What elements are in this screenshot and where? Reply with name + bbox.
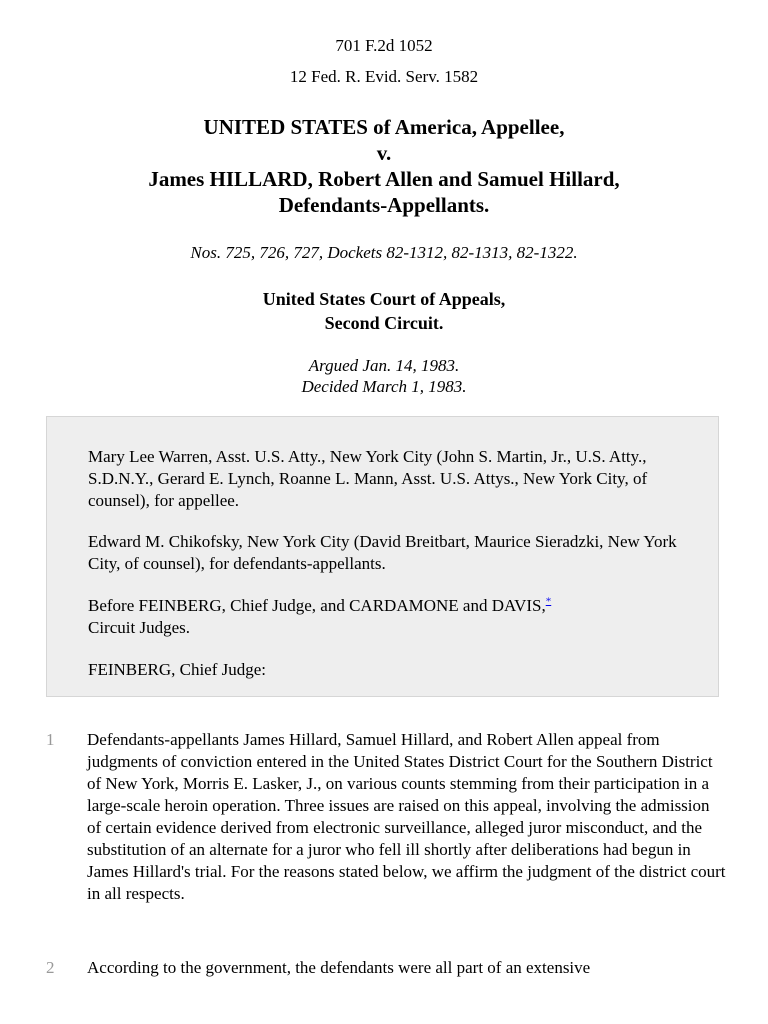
- opinion-paragraph: Defendants-appellants James Hillard, Samuel Hillard, and Robert Allen appeal from judgments of conviction entered in the United States District Court for the Southern District of New York, Morris E. Lasker, J., on various counts stemming from their participation in a large-scale heroin operation. Three issues are raised on this appeal, involving the admission of certain evidence derived from electronic surveillance, alleged juror misconduct, and the substitution of an alternate for a juror who fell ill shortly after deliberations had begun in James Hillard's trial. For the reasons stated below, we affirm the judgment of the district court in all respects.: [87, 730, 726, 903]
- court-name: [0, 287, 768, 335]
- citation-reporter: 701 F.2d 1052: [335, 36, 433, 55]
- footnote-link[interactable]: *: [545, 595, 552, 608]
- court-name-line1: United States Court of Appeals,: [262, 289, 506, 309]
- docket-numbers: Nos. 725, 726, 727, Dockets 82-1312, 82-1313, 82-1322.: [190, 243, 578, 262]
- counsel-box: [46, 416, 719, 697]
- panel-text: Before FEINBERG, Chief Judge, and CARDAMONE and DAVIS,: [88, 596, 546, 615]
- appellee-counsel: Mary Lee Warren, Asst. U.S. Atty., New York City (John S. Martin, Jr., U.S. Atty., S.D.N.Y., Gerard E. Lynch, Roanne L. Mann, Asst. U.S. Attys., New York City, of counsel), for appellee.: [88, 447, 648, 510]
- panel-judges: [88, 595, 688, 639]
- case-caption: [0, 114, 768, 218]
- panel-text-end: Circuit Judges.: [88, 618, 190, 637]
- citation-evidence: 12 Fed. R. Evid. Serv. 1582: [289, 67, 479, 86]
- decided-date: Decided March 1, 1983.: [301, 377, 467, 396]
- caption-line-role: Defendants-Appellants.: [278, 193, 490, 217]
- paragraph-number: 2: [46, 958, 55, 977]
- case-dates: [0, 355, 768, 397]
- opinion-author: FEINBERG, Chief Judge:: [88, 660, 267, 679]
- argued-date: Argued Jan. 14, 1983.: [308, 356, 460, 375]
- appellant-counsel: Edward M. Chikofsky, New York City (David Breitbart, Maurice Sieradzki, New York City, of counsel), for defendants-appellants.: [88, 532, 677, 573]
- caption-line-defendants: James HILLARD, Robert Allen and Samuel Hillard,: [148, 167, 620, 191]
- court-name-line2: Second Circuit.: [324, 313, 444, 333]
- paragraph-number: 1: [46, 730, 55, 749]
- caption-line-appellee: UNITED STATES of America, Appellee,: [203, 115, 565, 139]
- caption-line-versus: v.: [376, 141, 392, 165]
- opinion-paragraph: According to the government, the defendants were all part of an extensive: [87, 958, 591, 977]
